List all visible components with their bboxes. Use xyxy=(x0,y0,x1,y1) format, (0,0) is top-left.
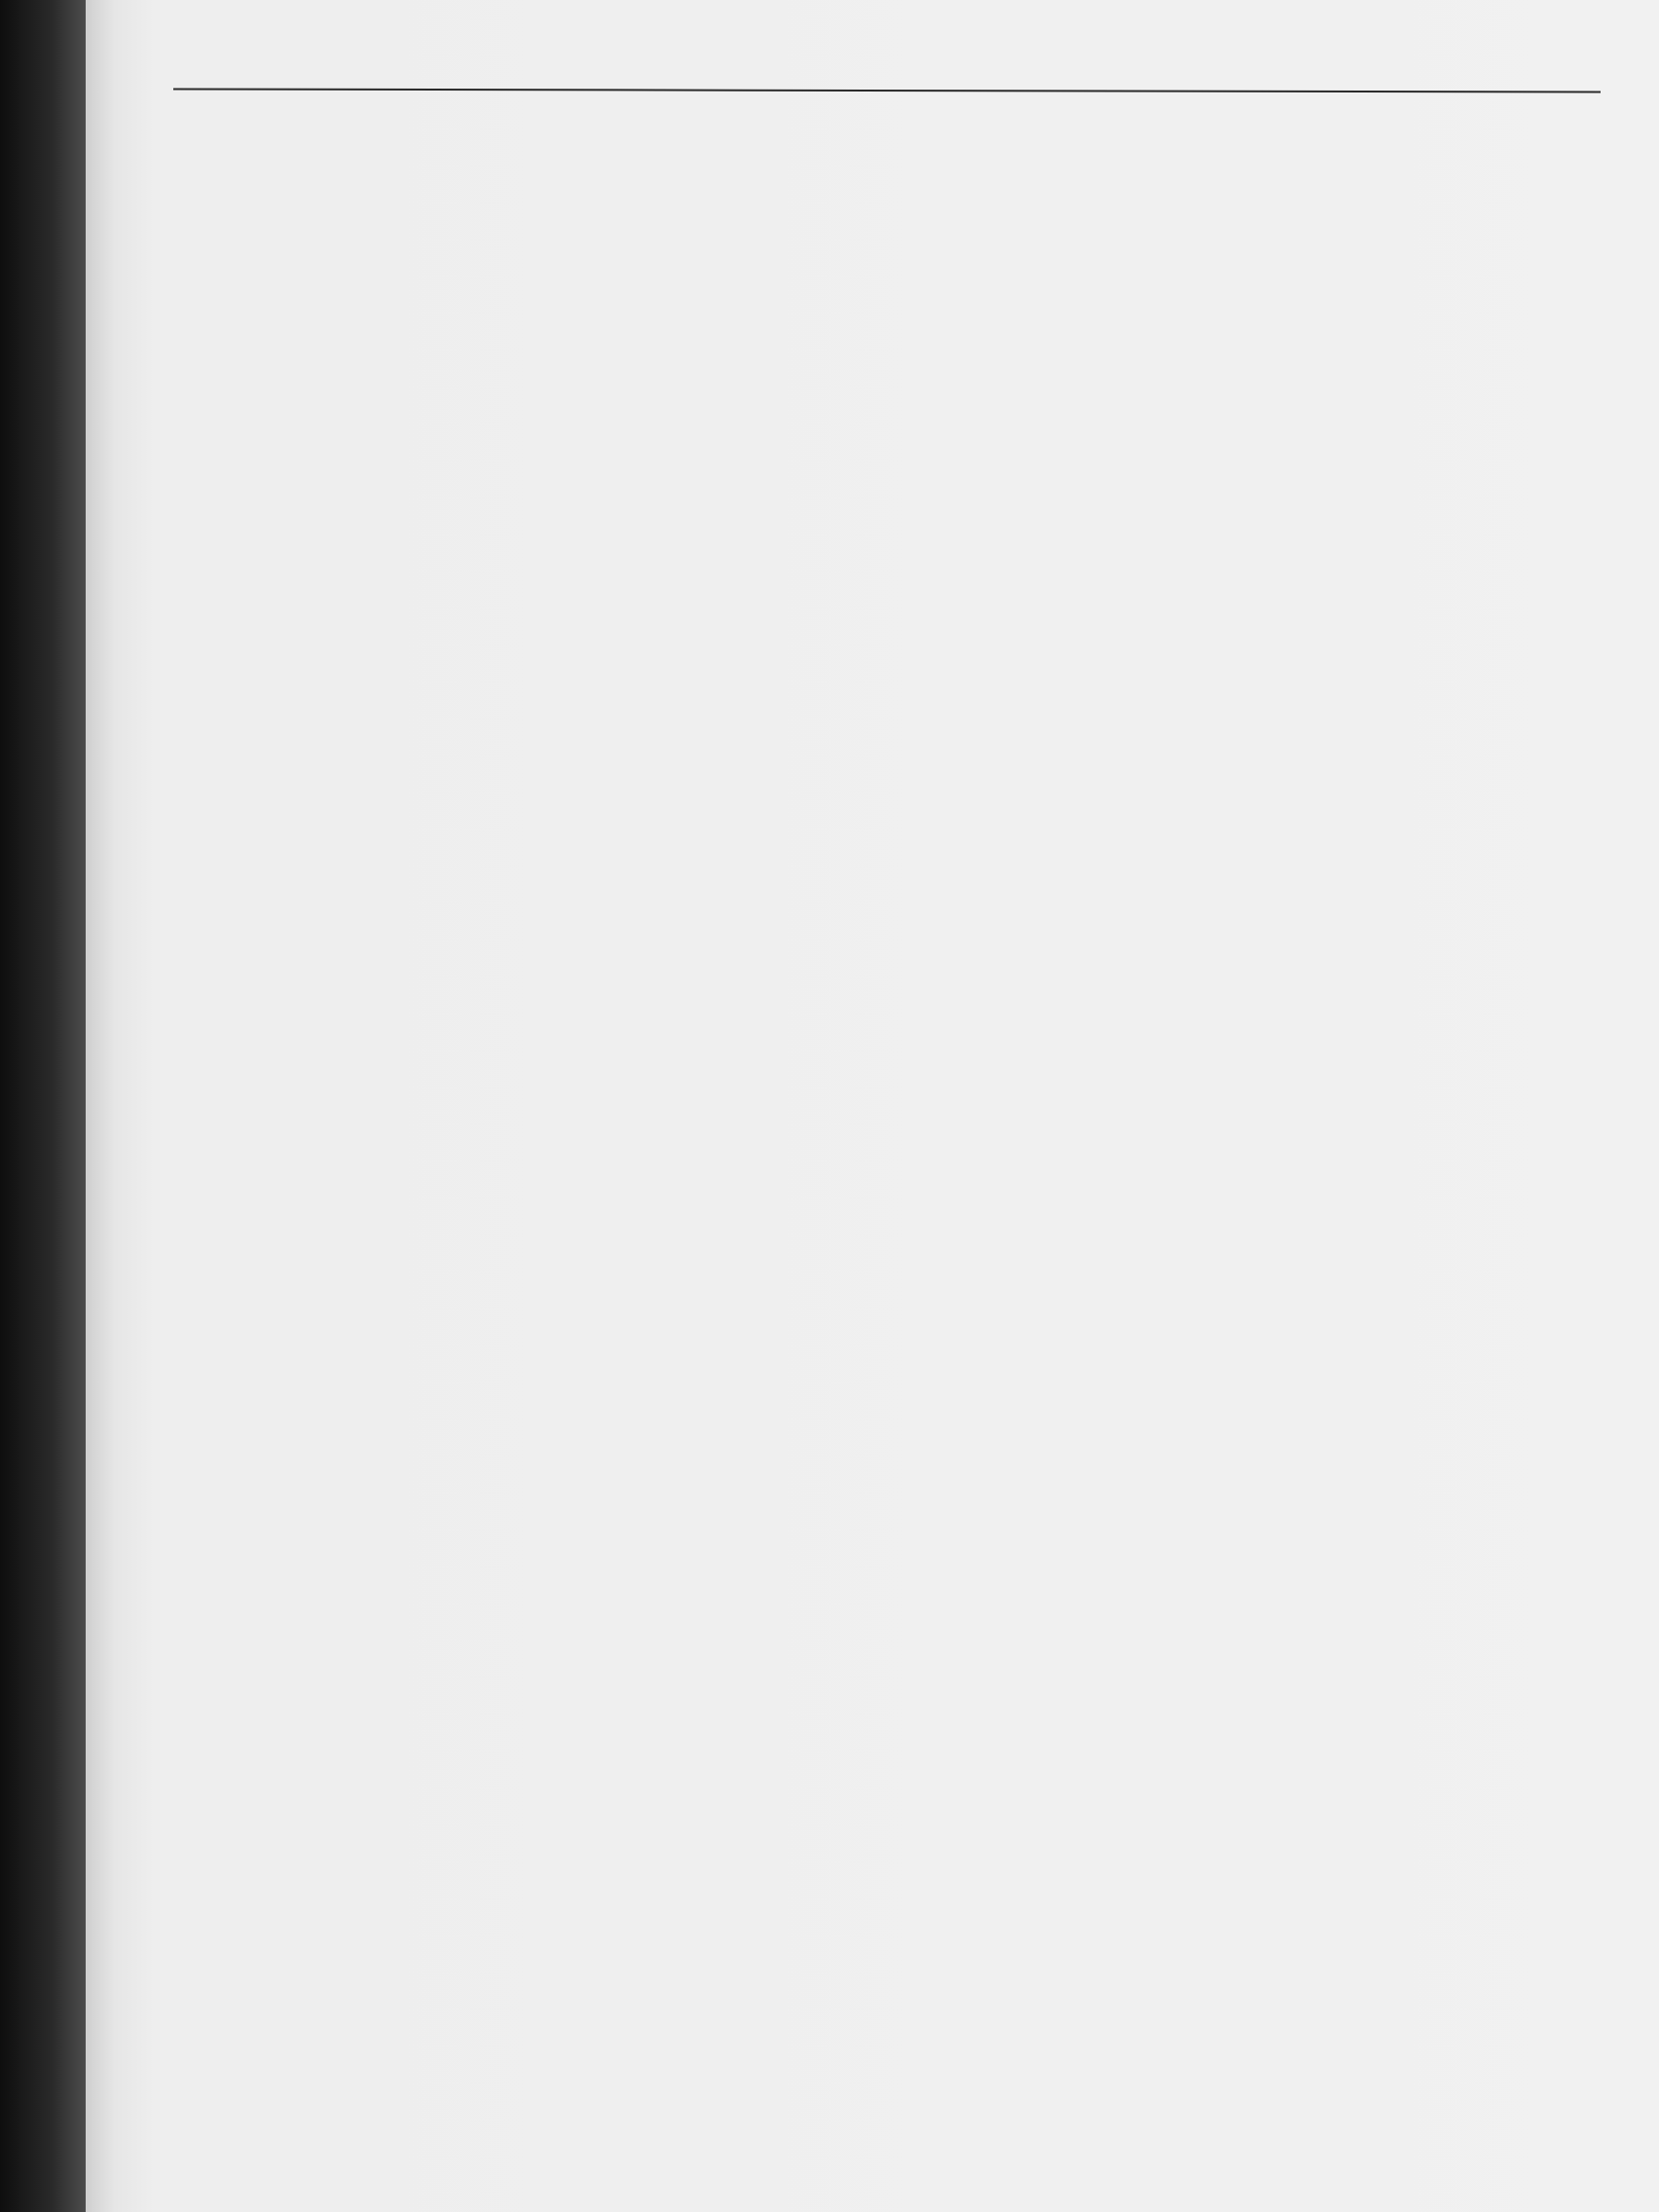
header-rule xyxy=(173,88,1601,92)
page-header xyxy=(173,41,1604,95)
watermark xyxy=(0,2173,389,2212)
book-page xyxy=(86,0,1659,2212)
